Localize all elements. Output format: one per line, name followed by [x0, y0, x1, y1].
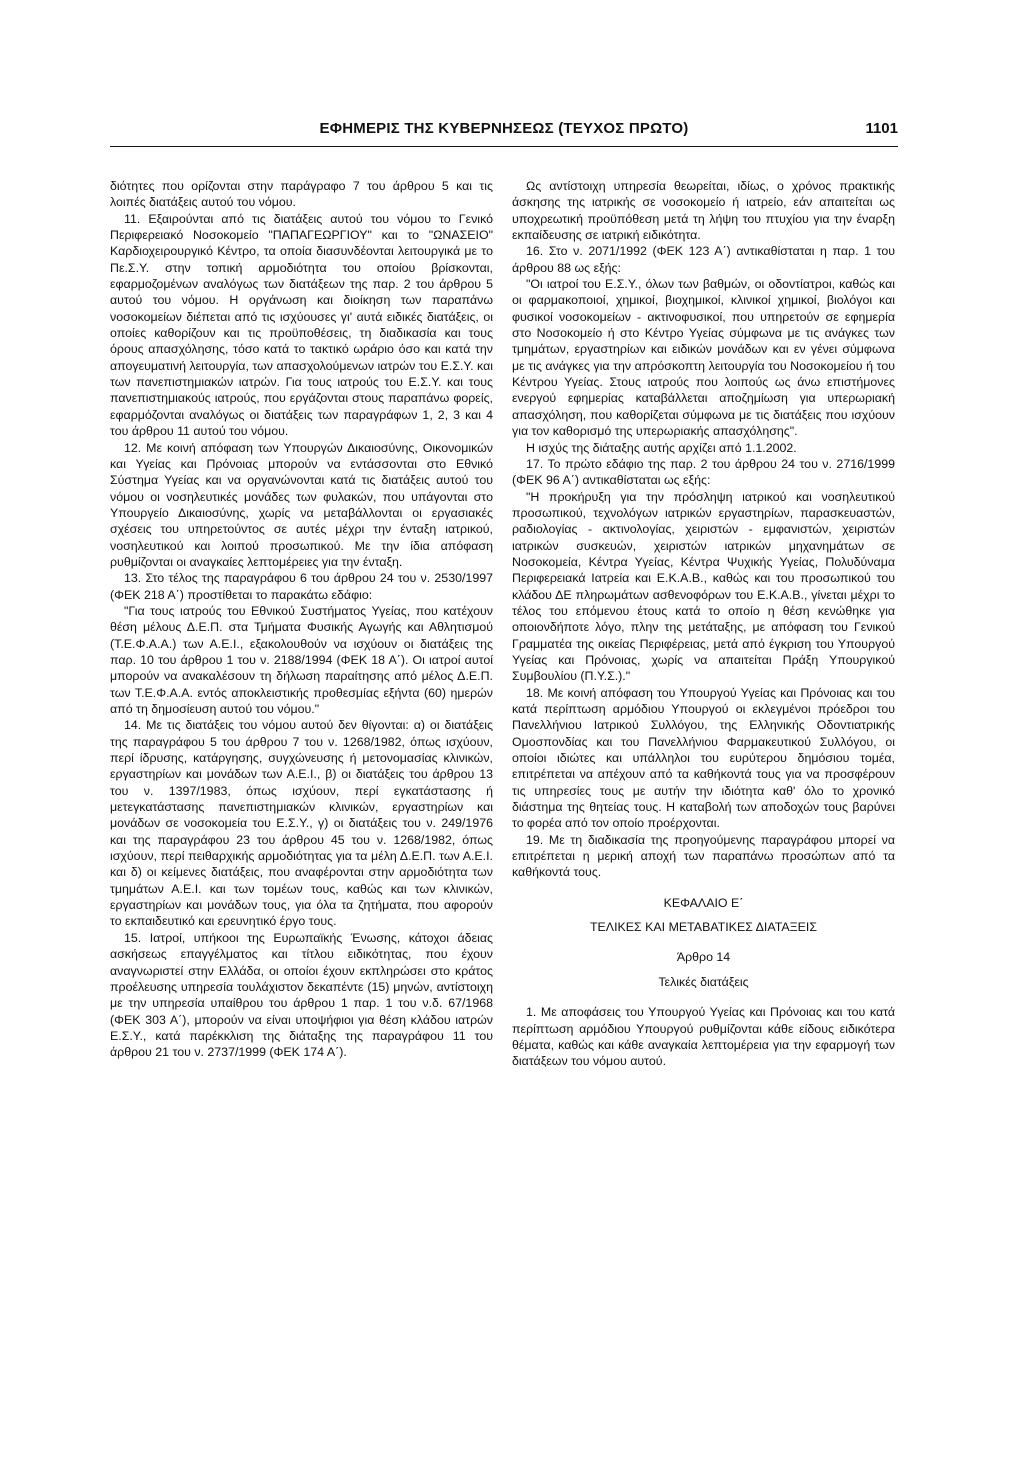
paragraph: 15. Ιατροί, υπήκοοι της Ευρωπαϊκής Ένωσης, κάτοχοι άδειας ασκήσεως επαγγέλματος και τίτλου ειδικότητας, που έχουν αναγνωριστεί στην Ελλάδα, οι οποίοι έχουν εκπληρώσει στο κράτος προέλευσης υπηρεσία τουλάχιστον δεκαπέντε (15) μηνών, αντίστοιχη με την υπηρεσία υπαίθρου του άρθρου 1 παρ. 1 του ν.δ. 67/1968 (ΦΕΚ 303 Α΄), μπορούν να είναι υποψήφιοι για θέση κλάδου ιατρών Ε.Σ.Υ., κατά παρέκκλιση της διάταξης της παραγράφου 11 του άρθρου 21 του ν. 2737/1999 (ΦΕΚ 174 Α΄). — [110, 930, 493, 1060]
chapter-title: ΤΕΛΙΚΕΣ ΚΑΙ ΜΕΤΑΒΑΤΙΚΕΣ ΔΙΑΤΑΞΕΙΣ — [589, 920, 818, 935]
paragraph: "Οι ιατροί του Ε.Σ.Υ., όλων των βαθμών, οι οδοντίατροι, καθώς και οι φαρμακοποιοί, χημικοί, βιοχημικοί, κλινικοί χημικοί, βιολόγοι και φυσικοί νοσοκομείων - ακτινοφυσικοί, που υπηρετούν σε εφημερία στο Νοσοκομείο ή στο Κέντρο Υγείας σύμφωνα με τις ανάγκες των τμημάτων, εργαστηρίων και ειδικών μονάδων και εν γένει σύμφωνα με τις ανάγκες για την απρόσκοπτη λειτουργία του Νοσοκομείου ή του Κέντρου Υγείας. Στους ιατρούς που λοιπούς ως άνω επιστήμονες ενεργού εφημερίας καταβάλλεται αποζημίωση για υπερωριακή απασχόληση, που καθορίζεται σύμφωνα με τις διατάξεις που ισχύουν για τον καθορισμό της υπερωριακής απασχόλησης". — [512, 277, 895, 439]
paragraph: 13. Στο τέλος της παραγράφου 6 του άρθρου 24 του ν. 2530/1997 (ΦΕΚ 218 Α΄) προστίθεται το παρακάτω εδάφιο: — [110, 571, 493, 602]
paragraph: "Η προκήρυξη για την πρόσληψη ιατρικού και νοσηλευτικού προσωπικού, τεχνολόγων ιατρικών εργαστηρίων, παρασκευαστών, ραδιολογίας - ακτινολογίας, χειριστών - εμφανιστών, χειριστών ιατρικών συσκευών, χειριστών ιατρικών μηχανημάτων σε Νοσοκομεία, Κέντρα Υγείας, Κέντρα Ψυχικής Υγείας, Πολυδύναμα Περιφερειακά Ιατρεία και Ε.Κ.Α.Β., καθώς και του προσωπικού του κλάδου ΔΕ πληρωμάτων ασθενοφόρων του Ε.Κ.Α.Β., γίνεται μέχρι το τέλος του επόμενου έτους κατά το οποίο η θέση κενώθηκε για οποιονδήποτε λόγο, πλην της μετάταξης, με απόφαση του Γενικού Γραμματέα της οικείας Περιφέρειας, μετά από έγκριση του Υπουργού Υγείας και Πρόνοιας, χωρίς να απαιτείται Πράξη Υπουργικού Συμβουλίου (Π.Υ.Σ.)." — [512, 489, 895, 684]
paragraph: 1. Με αποφάσεις του Υπουργού Υγείας και Πρόνοιας και του κατά περίπτωση αρμόδιου Υπουργού ρυθμίζονται κάθε είδους ειδικότερα θέματα, καθώς και κάθε αναγκαία λεπτομέρεια για την εφαρμογή των διατάξεων του νόμου αυτού. — [512, 1005, 895, 1069]
paragraph: 11. Εξαιρούνται από τις διατάξεις αυτού του νόμου το Γενικό Περιφερειακό Νοσοκομείο "ΠΑΠΑΓΕΩΡΓΙΟΥ" και το "ΩΝΑΣΕΙΟ" Καρδιοχειρουργικό Κέντρο, τα οποία διασυνδέονται λειτουργικά με το Πε.Σ.Υ. στην τοπική αρμοδιότητα του οποίου βρίσκονται, εφαρμοζομένων αναλόγως των διατάξεων της παρ. 2 του άρθρου 5 αυτού του νόμου. Η οργάνωση και διοίκηση των παραπάνω νοσοκομείων διέπεται από τις ισχύουσες γι' αυτά ειδικές διατάξεις, οι οποίες καθορίζουν και τις προϋποθέσεις, τη διαδικασία και τους όρους απασχόλησης, τόσο κατά το τακτικό ωράριο όσο και κατά την απογευματινή λειτουργία, των απασχολούμενων ιατρών του Ε.Σ.Υ. και των πανεπιστημιακών ιατρών. Για τους ιατρούς του Ε.Σ.Υ. και τους πανεπιστημιακούς ιατρούς, που εργάζονται στους παραπάνω φορείς, εφαρμόζονται αναλόγως οι διατάξεις των παραγράφων 1, 2, 3 και 4 του άρθρου 11 αυτού του νόμου. — [110, 211, 493, 439]
right-column — [512, 178, 895, 1070]
left-column — [110, 178, 493, 1061]
paragraph: 18. Με κοινή απόφαση του Υπουργού Υγείας και Πρόνοιας και του κατά περίπτωση αρμόδιου Υπουργού οι εκλεγμένοι πρόεδροι του Πανελλήνιου Ιατρικού Συλλόγου, της Ελληνικής Οδοντιατρικής Ομοσπονδίας και του Πανελλήνιου Φαρμακευτικού Συλλόγου, οι οποίοι ιδιώτες και υπάλληλοι του ευρύτερου δημόσιου τομέα, επιτρέπεται να απέχουν από τα καθήκοντά τους για να προσφέρουν τις υπηρεσίες τους με αυτήν την ιδιότητα καθ' όλο το χρονικό διάστημα της θητείας τους. Η καταβολή των αποδοχών τους βαρύνει το φορέα από τον οποίο προέρχονται. — [512, 685, 895, 831]
page-number: 1101 — [865, 120, 898, 137]
paragraph: Η ισχύς της διάταξης αυτής αρχίζει από 1.1.2002. — [526, 440, 797, 455]
paragraph: 14. Με τις διατάξεις του νόμου αυτού δεν θίγονται: α) οι διατάξεις της παραγράφου 5 του άρθρου 7 του ν. 1268/1982, όπως ισχύουν, περί ίδρυσης, κατάργησης, συγχώνευσης ή μετονομασίας κλινικών, εργαστηρίων και μονάδων των Α.Ε.Ι., β) οι διατάξεις του άρθρου 13 του ν. 1397/1983, όπως ισχύουν, περί εγκατάστασης ή μετεγκατάστασης πανεπιστημιακών κλινικών, εργαστηρίων και μονάδων σε νοσοκομεία του Ε.Σ.Υ., γ) οι διατάξεις του ν. 249/1976 και της παραγράφου 23 του άρθρου 45 του ν. 1268/1982, όπως ισχύουν, περί πειθαρχικής αρμοδιότητας για τα μέλη Δ.Ε.Π. των Α.Ε.Ι. και δ) οι κείμενες διατάξεις, που αναφέρονται στην αρμοδιότητα των τμημάτων Α.Ε.Ι. και των τομέων τους, καθώς και των κλινικών, εργαστηρίων και μονάδων τους, για όλα τα ζητήματα, που αφορούν το εκπαιδευτικό και ερευνητικό έργο τους. — [110, 718, 493, 929]
page-header — [110, 118, 898, 147]
paragraph: 17. Το πρώτο εδάφιο της παρ. 2 του άρθρου 24 του ν. 2716/1999 (ΦΕΚ 96 Α΄) αντικαθίσταται ως εξής: — [512, 456, 895, 488]
chapter-label: ΚΕΦΑΛΑΙΟ Ε΄ — [663, 895, 744, 910]
paragraph: 12. Με κοινή απόφαση των Υπουργών Δικαιοσύνης, Οικονομικών και Υγείας και Πρόνοιας μπορούν να εντάσσονται στο Εθνικό Σύστημα Υγείας και να οργανώνονται κατά τις διατάξεις αυτού του νόμου οι νοσηλευτικές μονάδες των φυλακών, που υπάγονται στο Υπουργείο Δικαιοσύνης, χωρίς να μεταβάλλονται οι εργασιακές σχέσεις του υπηρετούντος σε αυτές μέχρι την ένταξη ιατρικού, νοσηλευτικού και λοιπού προσωπικού. Με την ίδια απόφαση ρυθμίζονται οι αναγκαίες λεπτομέρειες για την ένταξη. — [110, 440, 493, 569]
article-label: Άρθρο 14 — [676, 950, 731, 965]
paragraph: "Για τους ιατρούς του Εθνικού Συστήματος Υγείας, που κατέχουν θέση μέλους Δ.Ε.Π. στα Τμήματα Φυσικής Αγωγής και Αθλητισμού (Τ.Ε.Φ.Α.Α.) των Α.Ε.Ι., εξακολουθούν να ισχύουν οι διατάξεις της παρ. 10 του άρθρου 1 του ν. 2188/1994 (ΦΕΚ 18 Α΄). Οι ιατροί αυτοί μπορούν να ανακαλέσουν τη δήλωση παραίτησης από μέλος Δ.Ε.Π. των Τ.Ε.Φ.Α.Α. εντός αποκλειστικής προθεσμίας εξήντα (60) ημερών από τη δημοσίευση αυτού του νόμου." — [110, 603, 493, 716]
paragraph: 19. Με τη διαδικασία της προηγούμενης παραγράφου μπορεί να επιτρέπεται η μερική αποχή των παραπάνω προσώπων από τα καθήκοντά τους. — [512, 832, 895, 880]
paragraph: διότητες που ορίζονται στην παράγραφο 7 του άρθρου 5 και τις λοιπές διατάξεις αυτού του νόμου. — [110, 179, 493, 210]
gazette-title: ΕΦΗΜΕΡΙΣ ΤΗΣ ΚΥΒΕΡΝΗΣΕΩΣ (ΤΕΥΧΟΣ ΠΡΩΤΟ) — [319, 120, 689, 137]
paragraph: 16. Στο ν. 2071/1992 (ΦΕΚ 123 Α΄) αντικαθίσταται η παρ. 1 του άρθρου 88 ως εξής: — [512, 244, 895, 275]
paragraph: Ως αντίστοιχη υπηρεσία θεωρείται, ιδίως, ο χρόνος πρακτικής άσκησης της ιατρικής σε νοσοκομείο ή ιατρείο, εάν απαιτείται ως υποχρεωτική προϋπόθεση μετά τη λήψη του πτυχίου για την έναρξη εκπαίδευσης σε ιατρική ειδικότητα. — [512, 179, 895, 243]
article-title: Τελικές διατάξεις — [658, 974, 749, 989]
